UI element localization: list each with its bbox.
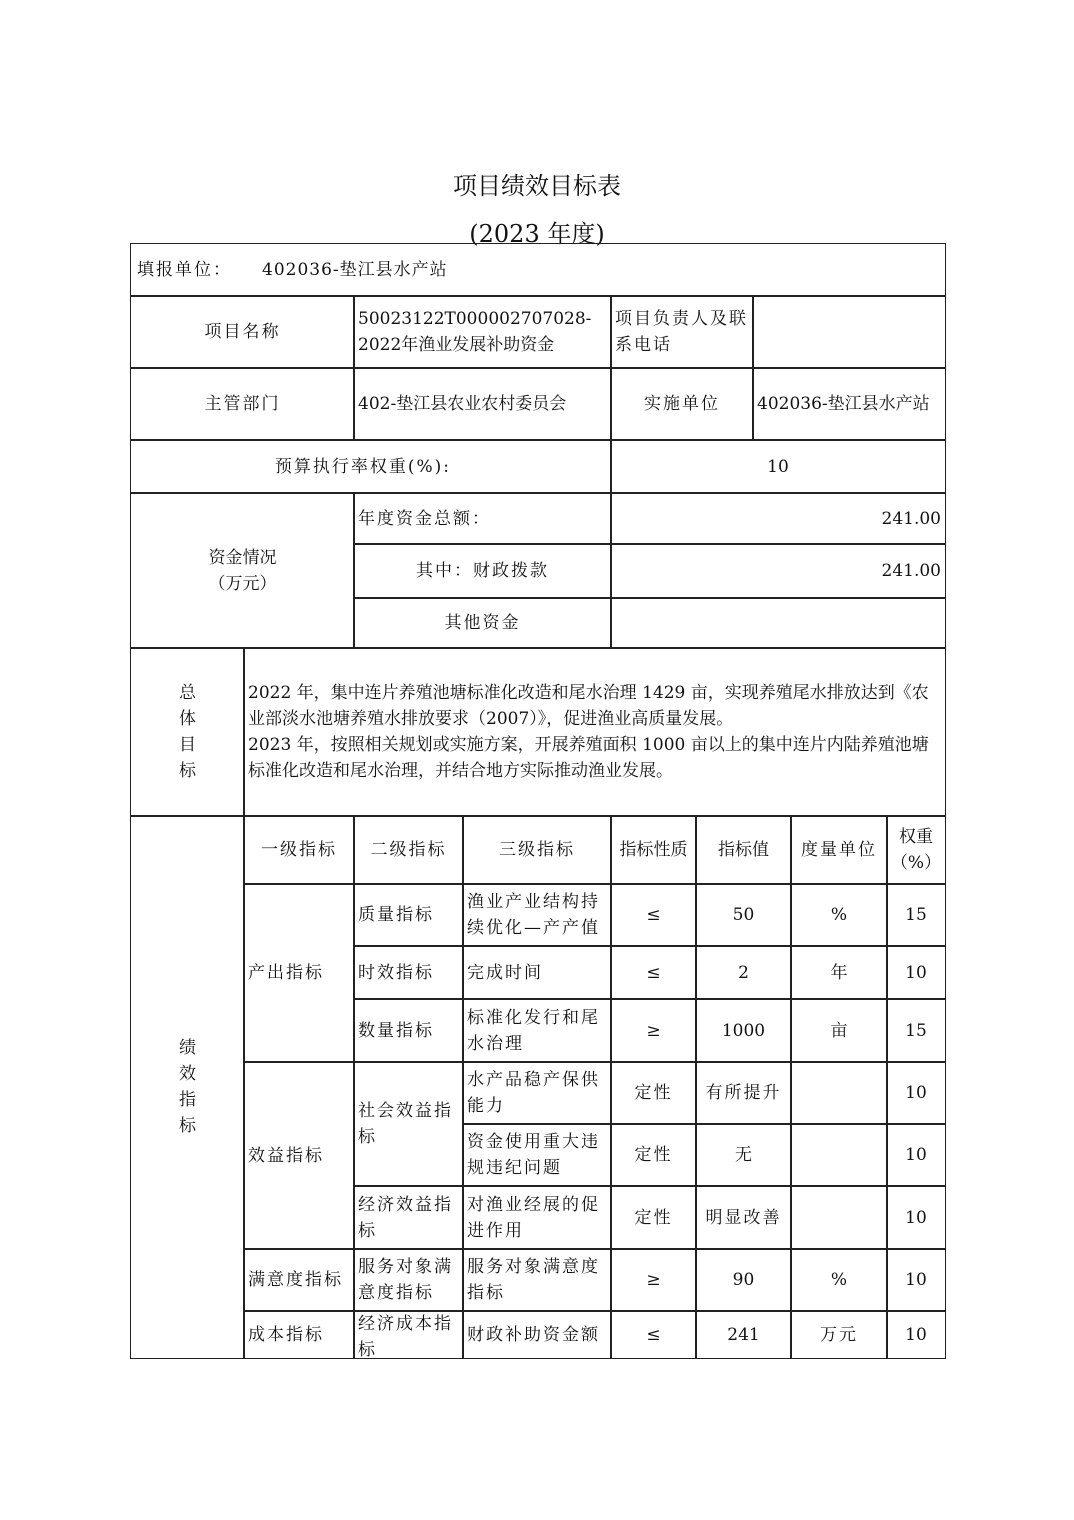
impl-unit-label: 实施单位: [610, 367, 754, 441]
level2-quantity: 数量指标: [353, 998, 464, 1063]
budget-weight-value: 10: [610, 439, 946, 494]
project-name-value: 50023122T000002707028-2022年渔业发展补助资金: [353, 295, 612, 369]
perf-label: [130, 815, 245, 1359]
project-leader-value: [752, 295, 946, 369]
level1-satisfaction: 满意度指标: [243, 1248, 355, 1312]
page-subtitle: (2023 年度): [469, 220, 605, 248]
goal-paragraph-2022: 2022 年，集中连片养殖池塘标准化改造和尾水治理 1429 亩，实现养殖尾水排放达到《农业部淡水池塘养殖水排放要求（2007）》，促进渔业高质量发展。: [248, 683, 929, 729]
unit-cell: [790, 1061, 888, 1125]
col-header-level3: 三级指标: [462, 815, 612, 885]
level2-quality: 质量指标: [353, 883, 464, 947]
level3-cell: 渔业产业结构持续优化—产产值: [462, 883, 612, 947]
page-title: 项目绩效目标表: [453, 172, 621, 200]
weight-cell: 10: [886, 1061, 946, 1125]
funds-label-line2: （万元）: [208, 573, 277, 594]
reporting-unit-label: 填报单位：: [137, 260, 232, 280]
col-header-level1: 一级指标: [243, 815, 355, 885]
level3-cell: 对渔业经展的促进作用: [462, 1185, 612, 1250]
level2-service-satisfaction: 服务对象满意度指标: [353, 1248, 464, 1312]
nature-cell: ≥: [610, 998, 697, 1063]
dept-label: 主管部门: [130, 367, 355, 441]
value-cell: 241: [695, 1310, 792, 1359]
funds-label: [130, 492, 355, 649]
col-header-value: 指标值: [695, 815, 792, 885]
goal-label-char: 标: [179, 761, 196, 781]
col-header-level2: 二级指标: [353, 815, 464, 885]
unit-cell: %: [790, 883, 888, 947]
perf-label-char: 绩: [179, 1038, 196, 1058]
dept-value: 402-垫江县农业农村委员会: [353, 367, 612, 441]
project-leader-label: 项目负责人及联系电话: [610, 295, 754, 369]
level2-timeliness: 时效指标: [353, 945, 464, 1000]
value-cell: 2: [695, 945, 792, 1000]
unit-cell: 年: [790, 945, 888, 1000]
performance-table: [130, 243, 946, 1359]
value-cell: 无: [695, 1123, 792, 1187]
value-cell: 1000: [695, 998, 792, 1063]
weight-cell: 10: [886, 1185, 946, 1250]
goal-label-char: 目: [179, 735, 196, 755]
perf-label-char: 指: [179, 1090, 196, 1110]
level3-cell: 水产品稳产保供能力: [462, 1061, 612, 1125]
col-header-nature: 指标性质: [610, 815, 697, 885]
level3-cell: 服务对象满意度指标: [462, 1248, 612, 1312]
goal-label: [130, 647, 245, 817]
level2-economic-cost: 经济成本指标: [353, 1310, 464, 1359]
funds-other-label: 其他资金: [353, 597, 612, 649]
level2-social-benefit: 社会效益指标: [353, 1061, 464, 1187]
level3-cell: 标准化发行和尾水治理: [462, 998, 612, 1063]
weight-cell: 15: [886, 998, 946, 1063]
funds-other-value: [610, 597, 946, 649]
funds-fiscal-label: 其中：财政拨款: [353, 543, 612, 599]
goal-label-char: 总: [179, 683, 196, 703]
unit-cell: [790, 1123, 888, 1187]
weight-cell: 10: [886, 945, 946, 1000]
unit-cell: [790, 1185, 888, 1250]
unit-cell: 万元: [790, 1310, 888, 1359]
nature-cell: ≤: [610, 945, 697, 1000]
nature-cell: 定性: [610, 1123, 697, 1187]
perf-label-char: 标: [179, 1116, 196, 1136]
weight-cell: 10: [886, 1123, 946, 1187]
reporting-unit-row: [130, 243, 946, 297]
weight-cell: 15: [886, 883, 946, 947]
nature-cell: 定性: [610, 1061, 697, 1125]
level3-cell: 资金使用重大违规违纪问题: [462, 1123, 612, 1187]
nature-cell: ≤: [610, 883, 697, 947]
funds-fiscal-value: 241.00: [610, 543, 946, 599]
level3-cell: 财政补助资金额: [462, 1310, 612, 1359]
weight-cell: 10: [886, 1248, 946, 1312]
funds-label-line1: 资金情况: [208, 547, 277, 568]
goal-paragraph-2023: 2023 年，按照相关规划或实施方案，开展养殖面积 1000 亩以上的集中连片内陆养殖池塘标准化改造和尾水治理，并结合地方实际推动渔业发展。: [248, 735, 929, 781]
nature-cell: 定性: [610, 1185, 697, 1250]
reporting-unit-value: 402036-垫江县水产站: [262, 260, 448, 280]
level1-benefit: 效益指标: [243, 1061, 355, 1250]
funds-total-label: 年度资金总额：: [353, 492, 612, 545]
col-header-unit: 度量单位: [790, 815, 888, 885]
funds-total-value: 241.00: [610, 492, 946, 545]
budget-weight-label: 预算执行率权重(%):: [130, 439, 612, 494]
value-cell: 50: [695, 883, 792, 947]
project-name-label: 项目名称: [130, 295, 355, 369]
perf-label-char: 效: [179, 1064, 196, 1084]
value-cell: 90: [695, 1248, 792, 1312]
level2-economic-benefit: 经济效益指标: [353, 1185, 464, 1250]
goal-label-char: 体: [179, 709, 196, 729]
level1-cost: 成本指标: [243, 1310, 355, 1359]
level3-cell: 完成时间: [462, 945, 612, 1000]
col-header-weight: 权重（%）: [886, 815, 946, 885]
level1-output: 产出指标: [243, 883, 355, 1063]
nature-cell: ≥: [610, 1248, 697, 1312]
weight-cell: 10: [886, 1310, 946, 1359]
nature-cell: ≤: [610, 1310, 697, 1359]
value-cell: 明显改善: [695, 1185, 792, 1250]
unit-cell: %: [790, 1248, 888, 1312]
goal-text: [243, 647, 946, 817]
impl-unit-value: 402036-垫江县水产站: [752, 367, 946, 441]
unit-cell: 亩: [790, 998, 888, 1063]
value-cell: 有所提升: [695, 1061, 792, 1125]
